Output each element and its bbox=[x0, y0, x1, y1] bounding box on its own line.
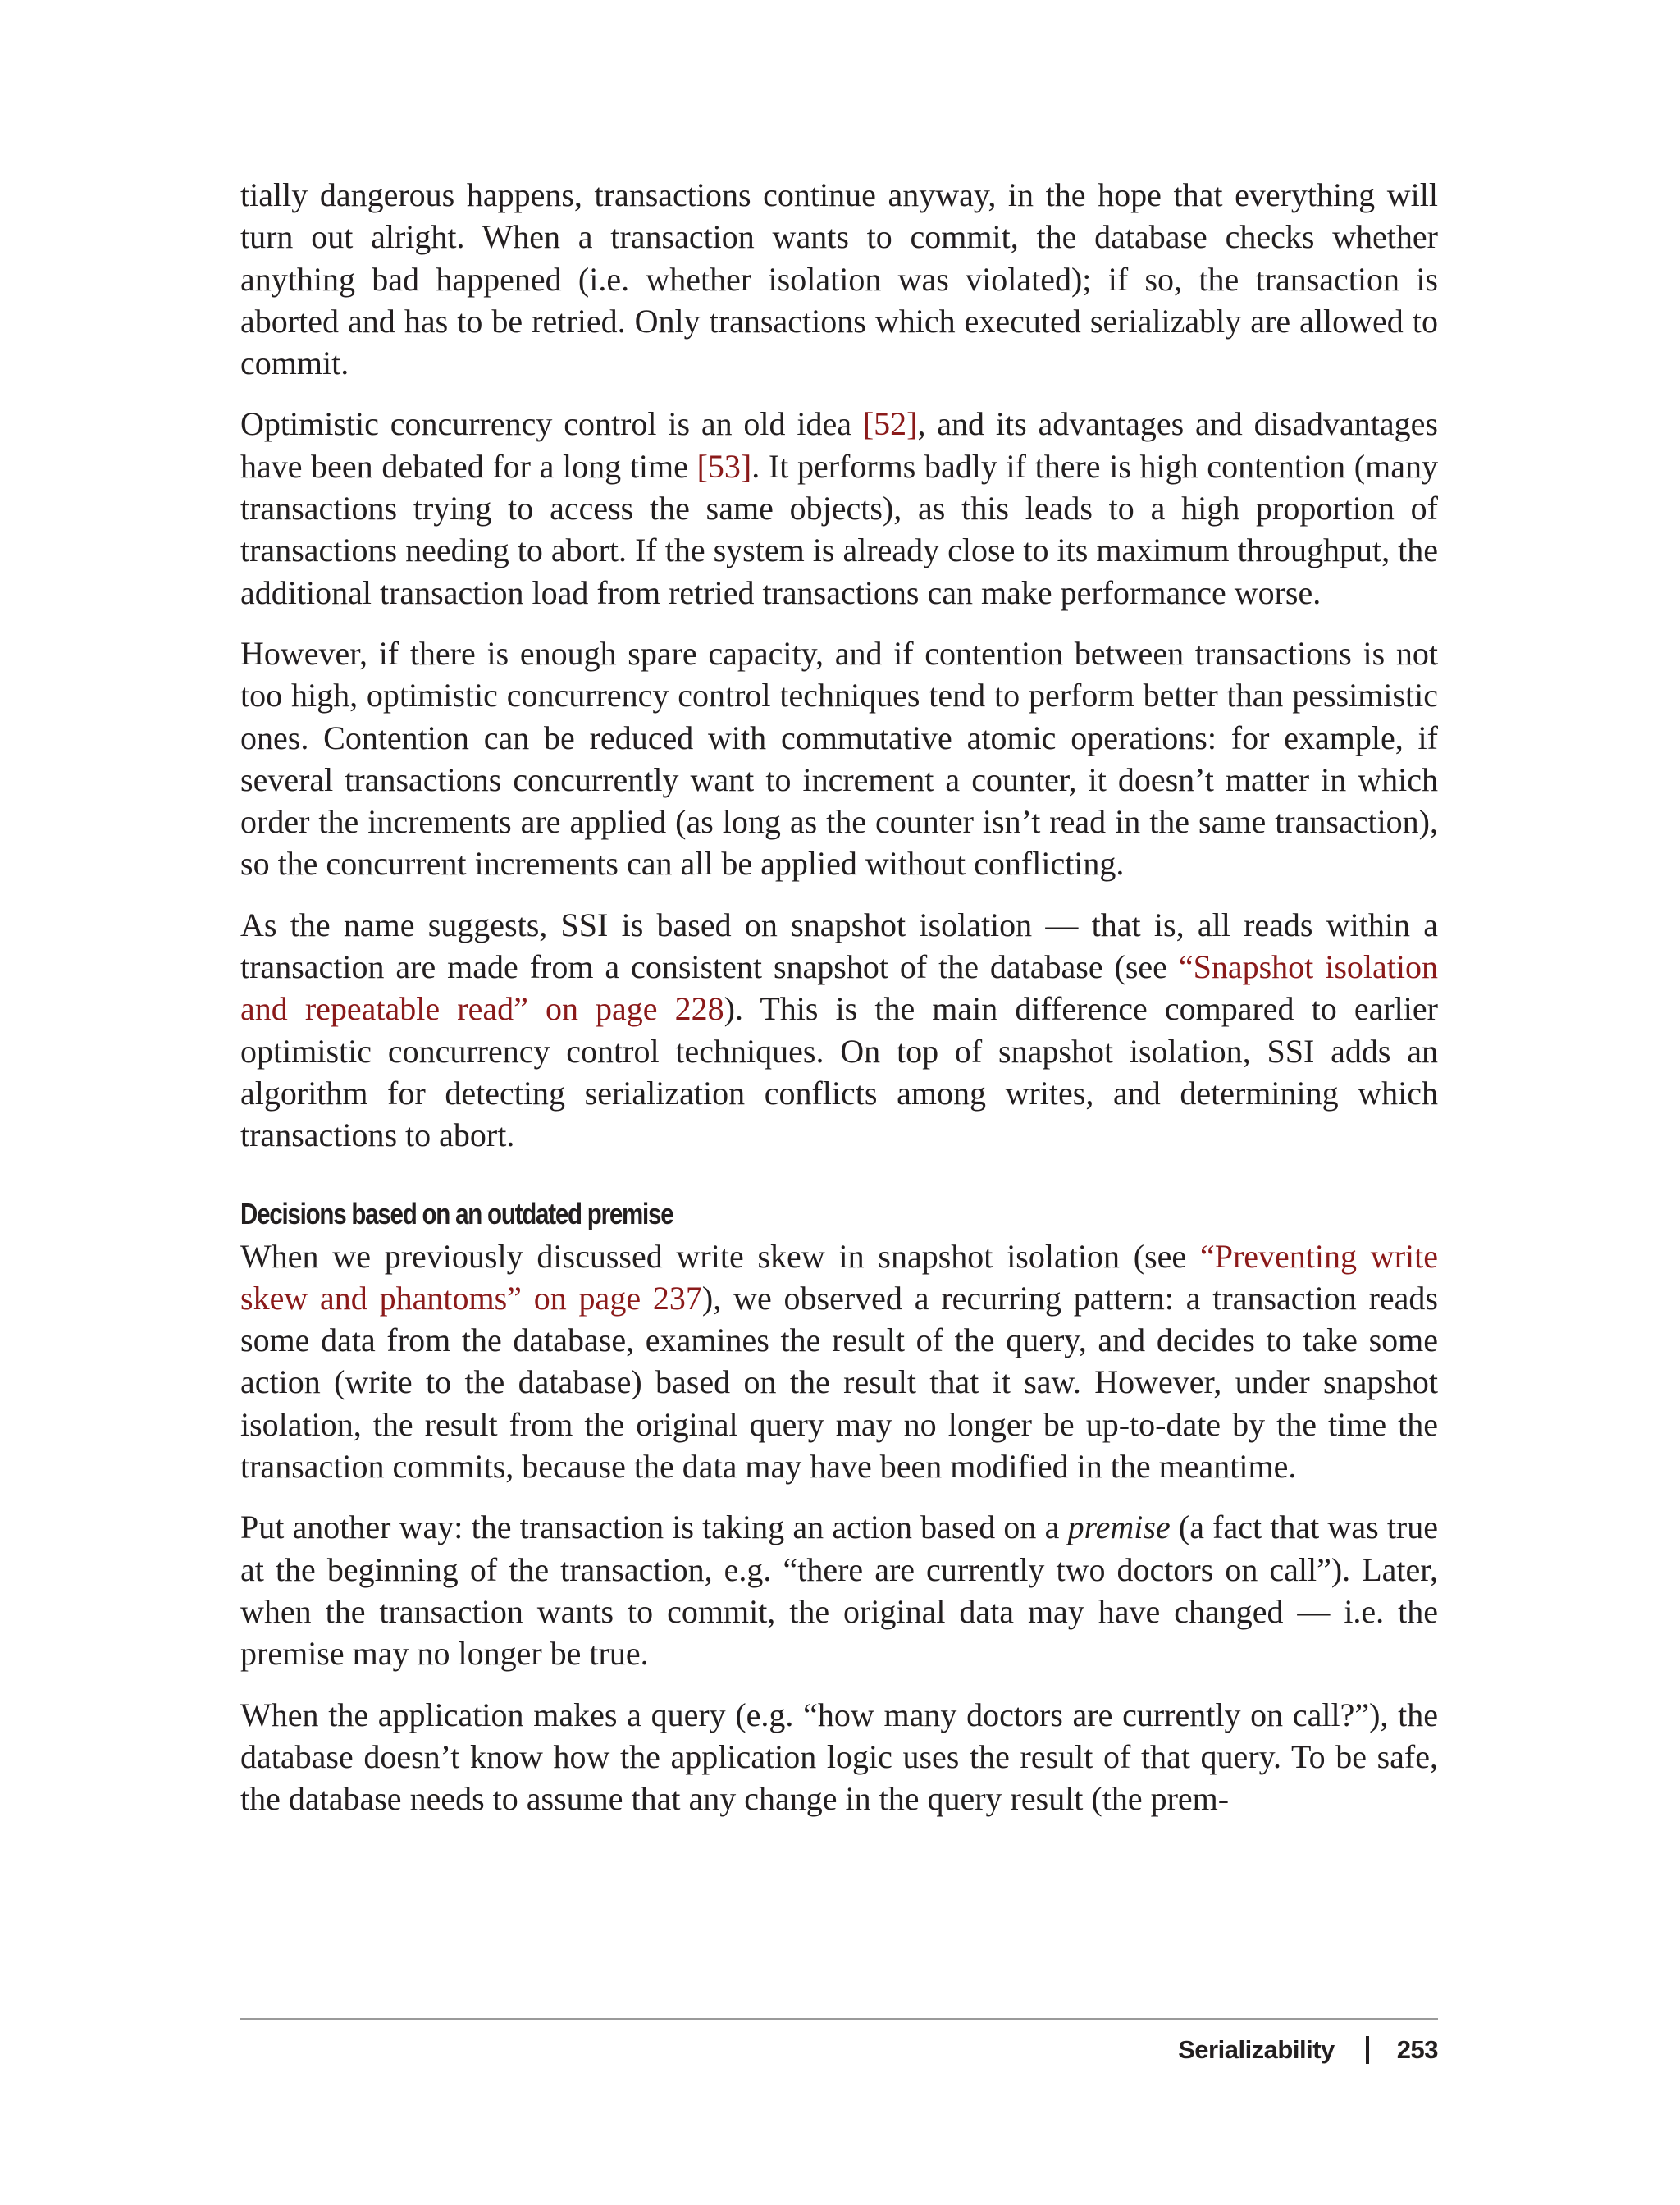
footer-divider bbox=[240, 2018, 1438, 2020]
paragraph-4-text-b: ). This is the main difference compared to earlier optimistic concurrency control techniques. On top of snapshot isolation, SSI adds an algorithm for detecting serialization conflicts among writes, and determining which transactions to abort. bbox=[240, 990, 1438, 1154]
paragraph-5-text-b: ), we observed a recurring pattern: a transaction reads some data from the database, examines the result of the query, and decides to take some action (write to the database) based on the result that it saw. However, under snapshot isolation, the result from the original query may no longer be up-to-date by the time the transaction commits, because the data may have been modified in the meantime. bbox=[240, 1279, 1438, 1486]
paragraph-6 bbox=[240, 1506, 1438, 1674]
paragraph-6-text-a: Put another way: the transaction is taking an action based on a bbox=[240, 1509, 1068, 1546]
section-heading: Decisions based on an outdated premise bbox=[240, 1196, 673, 1230]
running-footer bbox=[1178, 2028, 1438, 2072]
emphasis-premise: premise bbox=[1067, 1509, 1171, 1546]
page-number: 253 bbox=[1396, 2035, 1438, 2064]
paragraph-4-text-a: As the name suggests, SSI is based on snapshot isolation — that is, all reads within a transaction are made from a consistent snapshot of the database (see bbox=[240, 906, 1438, 986]
paragraph-4 bbox=[240, 904, 1438, 1157]
cross-reference-link-snapshot-isolation[interactable]: “Snapshot isolation and repeatable read” on page 228 bbox=[240, 948, 1438, 1028]
citation-link-52[interactable]: [52] bbox=[862, 405, 918, 443]
page-body bbox=[240, 174, 1438, 1838]
paragraph-2-text-c: . It performs badly if there is high contention (many transactions trying to access the same objects), as this leads to a high proportion of transactions needing to abort. If the system is already close to its maximum throughput, the additional transaction load from retried transactions can make performance worse. bbox=[240, 447, 1438, 611]
paragraph-2-text-b: , and its advantages and disadvantages have been debated for a long time bbox=[240, 405, 1438, 485]
footer-section-title: Serializability bbox=[1178, 2035, 1335, 2064]
paragraph-2 bbox=[240, 403, 1438, 613]
paragraph-7: When the application makes a query (e.g. “how many doctors are currently on call?”), the database doesn’t know how the application logic uses the result of that query. To be safe, the database needs to assume that any change in the query result (the prem- bbox=[240, 1696, 1438, 1818]
paragraph-3: However, if there is enough spare capacity, and if contention between transactions is not too high, optimistic concurrency control techniques tend to perform better than pessimistic ones. Contention can be reduced with commutative atomic operations: for example, if several transactions concurrently want to increment a counter, it doesn’t matter in which order the increments are applied (as long as the counter isn’t read in the same transaction), so the concurrent increments can all be applied without conflicting. bbox=[240, 634, 1438, 883]
citation-link-53[interactable]: [53] bbox=[696, 447, 752, 485]
paragraph-2-text-a: Optimistic concurrency control is an old idea bbox=[240, 405, 863, 443]
paragraph-5 bbox=[240, 1235, 1438, 1488]
paragraph-6-text-b: (a fact that was true at the beginning of the transaction, e.g. “there are currently two doctors on call”). Later, when the transaction wants to commit, the original data may have changed — i.e. the premise may no longer be true. bbox=[240, 1509, 1439, 1673]
cross-reference-link-write-skew[interactable]: “Preventing write skew and phantoms” on page 237 bbox=[240, 1237, 1438, 1317]
footer-separator bbox=[1366, 2036, 1369, 2064]
paragraph-1: tially dangerous happens, transactions continue anyway, in the hope that everything will turn out alright. When a transaction wants to commit, the database checks whether anything bad happened (i.e. whether isolation was violated); if so, the transaction is aborted and has to be retried. Only transactions which executed serializably are allowed to commit. bbox=[240, 176, 1438, 382]
paragraph-5-text-a: When we previously discussed write skew in snapshot isolation (see bbox=[240, 1237, 1200, 1275]
